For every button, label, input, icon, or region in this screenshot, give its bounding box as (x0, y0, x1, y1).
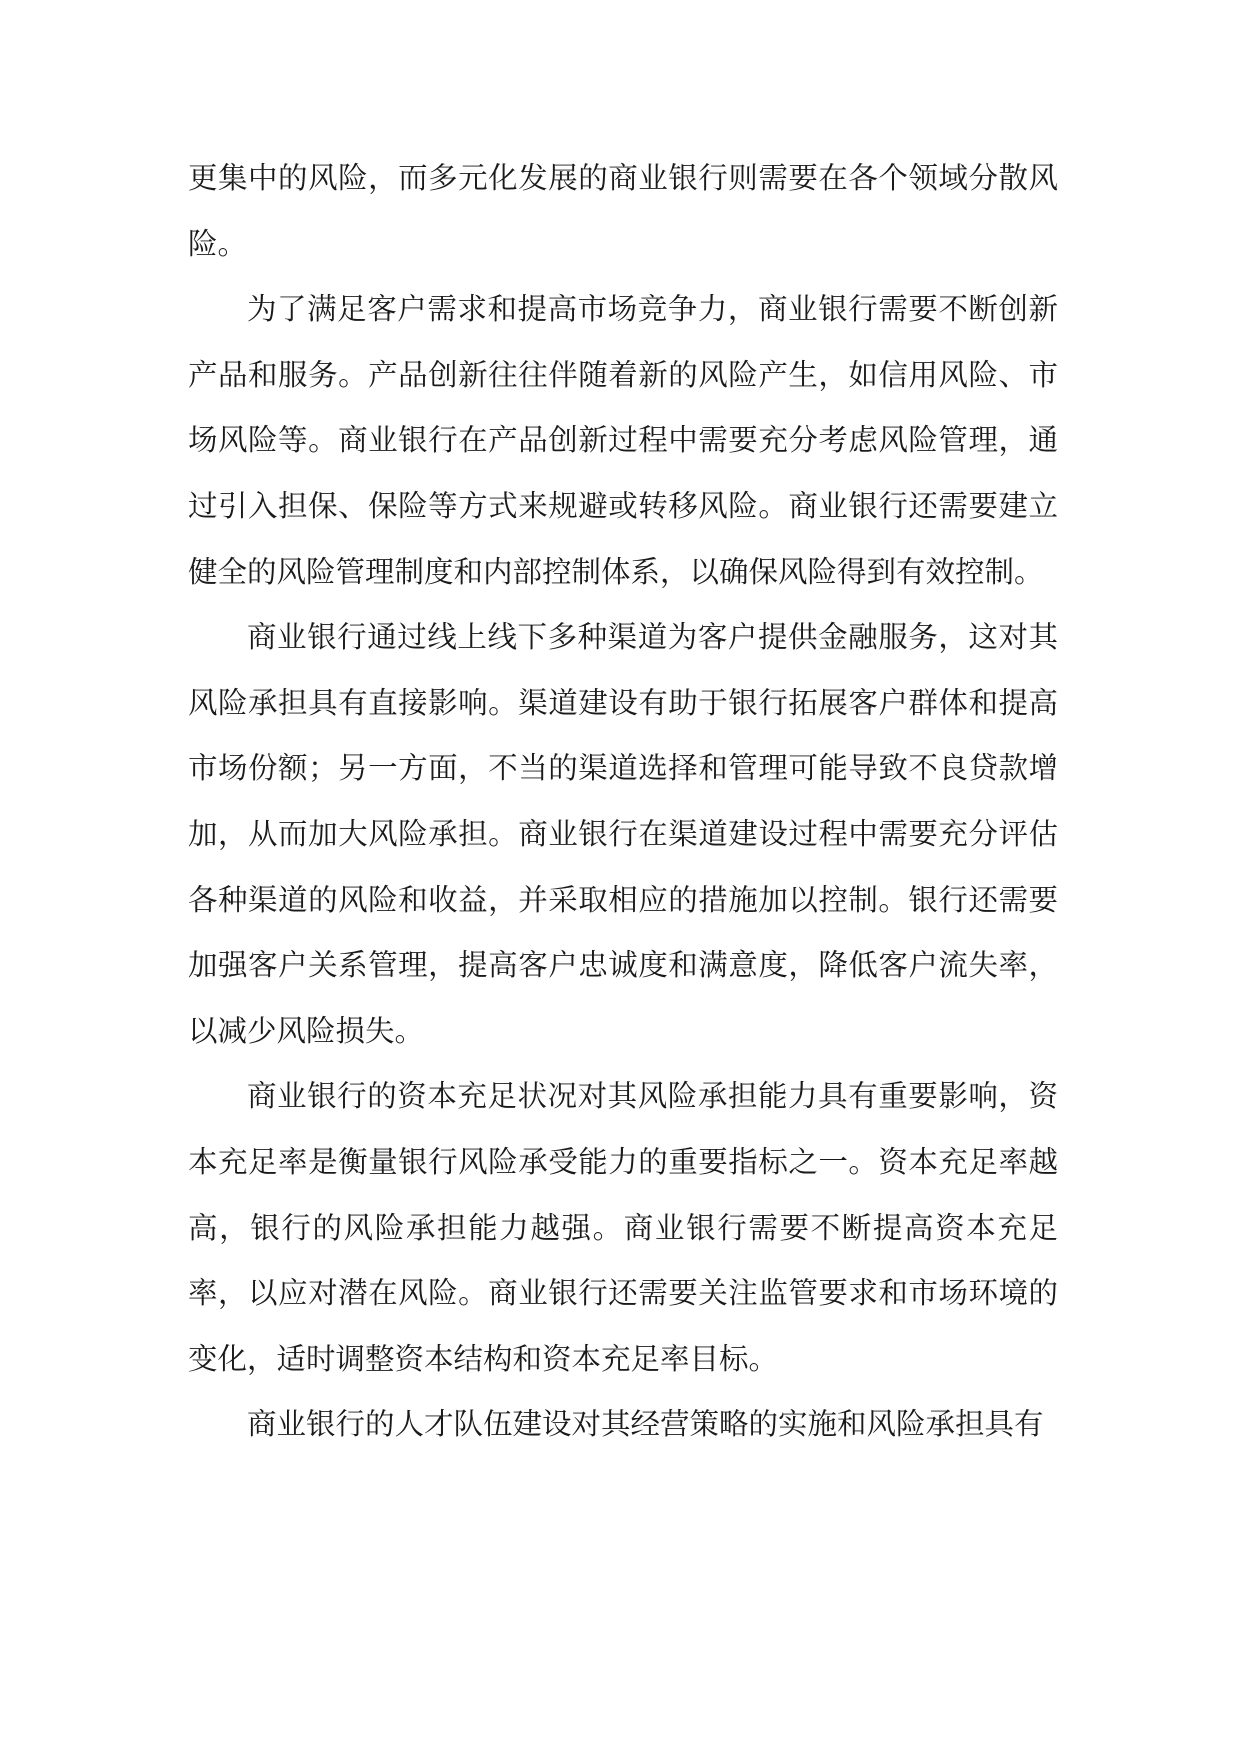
paragraph-5: 商业银行的人才队伍建设对其经营策略的实施和风险承担具有 (247, 1407, 1044, 1442)
document-body (188, 146, 1058, 1458)
paragraph-3: 商业银行通过线上线下多种渠道为客户提供金融服务，这对其风险承担具有直接影响。渠道建设有助于银行拓展客户群体和提高市场份额；另一方面，不当的渠道选择和管理可能导致不良贷款增加，从而加大风险承担。商业银行在渠道建设过程中需要充分评估各种渠道的风险和收益，并采取相应的措施加以控制。银行还需要加强客户关系管理，提高客户忠诚度和满意度，降低客户流失率，以减少风险损失。 (188, 620, 1058, 1048)
paragraph-1: 更集中的风险，而多元化发展的商业银行则需要在各个领域分散风险。 (188, 161, 1058, 261)
paragraph-2: 为了满足客户需求和提高市场竞争力，商业银行需要不断创新产品和服务。产品创新往往伴随着新的风险产生，如信用风险、市场风险等。商业银行在产品创新过程中需要充分考虑风险管理，通过引入担保、保险等方式来规避或转移风险。商业银行还需要建立健全的风险管理制度和内部控制体系，以确保风险得到有效控制。 (188, 292, 1058, 589)
paragraph-4: 商业银行的资本充足状况对其风险承担能力具有重要影响，资本充足率是衡量银行风险承受能力的重要指标之一。资本充足率越高，银行的风险承担能力越强。商业银行需要不断提高资本充足率，以应对潜在风险。商业银行还需要关注监管要求和市场环境的变化，适时调整资本结构和资本充足率目标。 (188, 1079, 1058, 1376)
